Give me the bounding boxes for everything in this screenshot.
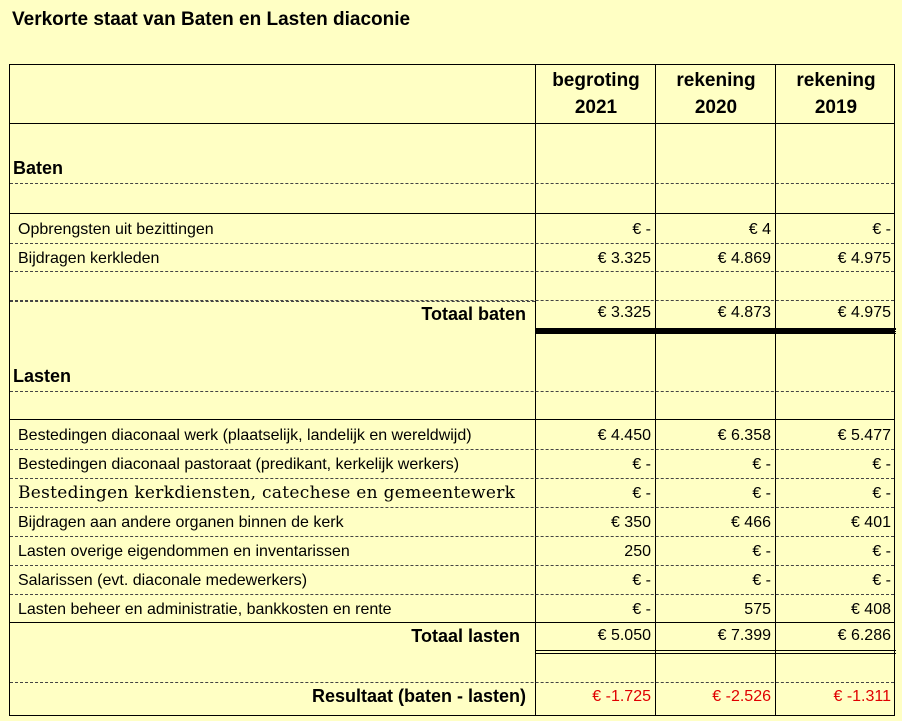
row-divider: [10, 301, 535, 302]
total-baten-value: € 4.975: [837, 304, 891, 321]
row-label: Bestedingen diaconaal werk (plaatselijk, landelijk en wereldwijd): [18, 427, 472, 444]
cell-value: 250: [624, 543, 651, 560]
row-label: Lasten overige eigendommen en inventarissen: [18, 543, 350, 560]
resultaat-value: € -1.311: [833, 688, 891, 705]
cell-value: € -: [872, 456, 891, 473]
row-divider: [10, 507, 894, 508]
row-divider: [10, 682, 894, 683]
row-label: Opbrengsten uit bezittingen: [18, 221, 214, 238]
resultaat-label: Resultaat (baten - lasten): [311, 686, 526, 706]
cell-value: € 6.358: [717, 427, 771, 444]
column-header-begroting-2021: begroting 2021: [552, 70, 640, 118]
cell-value: € -: [632, 221, 651, 238]
row-divider: [10, 391, 894, 392]
cell-value: € 4: [748, 221, 771, 238]
cell-value: € -: [872, 485, 891, 502]
row-divider: [10, 594, 894, 595]
row-label: Salarissen (evt. diaconale medewerkers): [18, 572, 308, 589]
total-divider: [535, 329, 896, 330]
resultaat-value: € -1.725: [592, 688, 651, 705]
total-lasten-label: Totaal lasten: [411, 626, 520, 646]
total-baten-value: € 4.873: [717, 304, 771, 321]
column-header-rekening-2020: rekening 2020: [676, 70, 756, 118]
row-divider: [10, 536, 894, 537]
cell-value: € 350: [610, 514, 651, 531]
cell-value: € 408: [850, 601, 891, 618]
section-heading-baten: Baten: [13, 158, 64, 178]
column-header-rekening-2019: rekening 2019: [796, 70, 876, 118]
resultaat-value: € -2.526: [712, 688, 771, 705]
cell-value: € -: [632, 485, 651, 502]
cell-value: € -: [752, 456, 771, 473]
cell-value: 575: [744, 601, 771, 618]
row-divider: [10, 622, 894, 623]
total-lasten-value: € 7.399: [717, 627, 771, 644]
section-heading-lasten: Lasten: [13, 366, 72, 386]
total-divider: [535, 650, 896, 651]
total-divider: [535, 653, 896, 654]
total-baten-value: € 3.325: [597, 304, 651, 321]
row-divider: [10, 565, 894, 566]
cell-value: € 466: [730, 514, 771, 531]
row-label: Bestedingen kerkdiensten, catechese en gemeentewerk: [18, 483, 516, 503]
cell-value: € 4.450: [597, 427, 651, 444]
cell-value: € -: [872, 543, 891, 560]
total-lasten-value: € 5.050: [597, 627, 651, 644]
cell-value: € 401: [850, 514, 891, 531]
cell-value: € -: [752, 543, 771, 560]
row-label: Bestedingen diaconaal pastoraat (predikant, kerkelijk werkers): [18, 456, 460, 473]
cell-value: € -: [632, 572, 651, 589]
cell-value: € 3.325: [597, 250, 651, 267]
cell-value: € -: [752, 572, 771, 589]
row-divider: [10, 183, 894, 184]
row-divider: [10, 478, 894, 479]
row-divider: [10, 419, 894, 420]
row-divider: [10, 449, 894, 450]
cell-value: € -: [872, 221, 891, 238]
page-title: Verkorte staat van Baten en Lasten diaconie: [12, 9, 411, 30]
header-divider: [10, 123, 894, 124]
cell-value: € -: [632, 456, 651, 473]
total-baten-label: Totaal baten: [421, 304, 526, 324]
row-label: Lasten beheer en administratie, bankkosten en rente: [18, 601, 392, 618]
cell-value: € 5.477: [837, 427, 891, 444]
cell-value: € 4.975: [837, 250, 891, 267]
cell-value: € -: [872, 572, 891, 589]
row-divider: [10, 213, 894, 214]
cell-value: € -: [752, 485, 771, 502]
results-table: [9, 64, 895, 716]
cell-value: € -: [632, 601, 651, 618]
total-lasten-value: € 6.286: [837, 627, 891, 644]
cell-value: € 4.869: [717, 250, 771, 267]
row-label: Bijdragen kerkleden: [18, 250, 160, 267]
row-divider: [10, 271, 894, 272]
total-divider: [535, 333, 896, 334]
row-label: Bijdragen aan andere organen binnen de kerk: [18, 514, 344, 531]
row-divider: [10, 243, 894, 244]
